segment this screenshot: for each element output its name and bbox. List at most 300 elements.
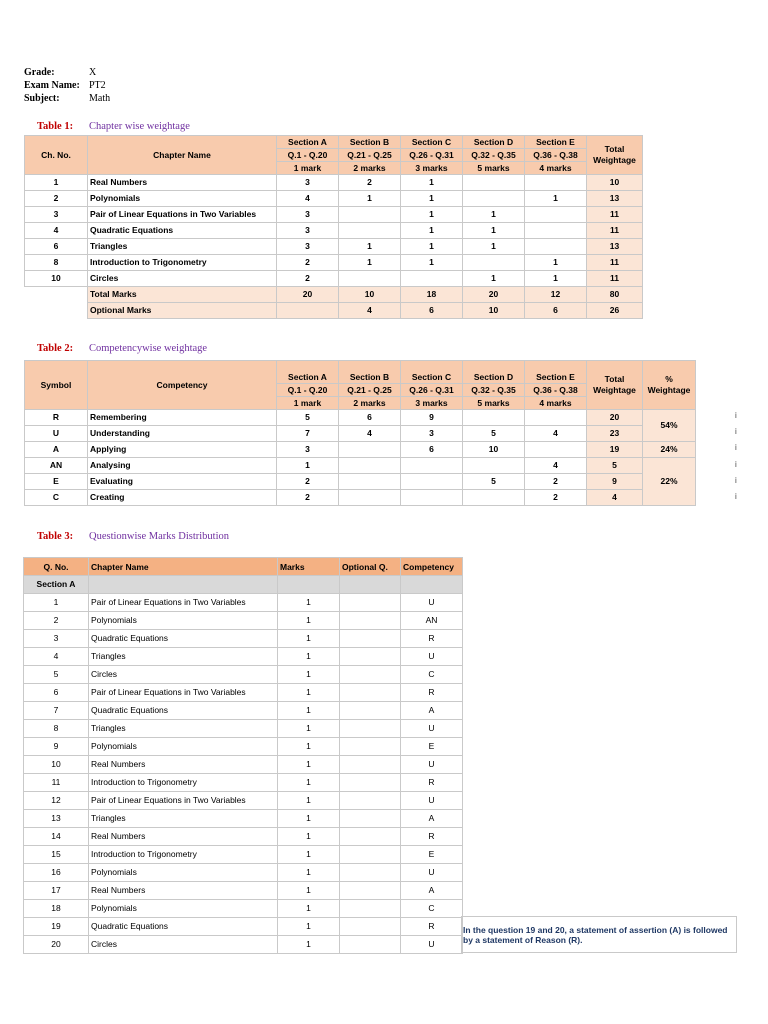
t1-header-range: Q.32 - Q.35 [463, 149, 525, 162]
competency-row [25, 458, 696, 474]
chapter-row [25, 191, 643, 207]
section-d-value: 5 [463, 474, 525, 490]
question-competency: E [401, 846, 463, 864]
total-weightage: 11 [587, 223, 643, 239]
question-marks: 1 [278, 612, 340, 630]
t2-header-marks: 2 marks [339, 397, 401, 410]
competency-row [25, 490, 696, 506]
t1-header-section: Section A [277, 136, 339, 149]
question-chapter: Triangles [89, 720, 278, 738]
total-weightage: 20 [587, 410, 643, 426]
section-c-count: 1 [401, 223, 463, 239]
section-d-count: 1 [463, 223, 525, 239]
question-row [24, 630, 463, 648]
chapter-name: Triangles [88, 239, 277, 255]
question-row [24, 810, 463, 828]
section-d-count: 1 [463, 271, 525, 287]
chapter-number: 8 [25, 255, 88, 271]
t2-header-section: Section D [463, 361, 525, 384]
question-marks: 1 [278, 756, 340, 774]
section-d-value: 20 [463, 287, 525, 303]
question-chapter: Introduction to Trigonometry [89, 774, 278, 792]
question-row [24, 936, 463, 954]
section-e-value: 2 [525, 474, 587, 490]
question-optional [340, 756, 401, 774]
section-d-count: 1 [463, 239, 525, 255]
section-c-value: 3 [401, 426, 463, 442]
question-number: 14 [24, 828, 89, 846]
question-marks: 1 [278, 684, 340, 702]
question-marks: 1 [278, 666, 340, 684]
question-marks: 1 [278, 738, 340, 756]
section-b-value: 4 [339, 303, 401, 319]
question-row [24, 594, 463, 612]
question-marks: 1 [278, 936, 340, 954]
table3-caption-title: Questionwise Marks Distribution [89, 531, 229, 542]
chapter-number: 3 [25, 207, 88, 223]
section-c-count: 1 [401, 255, 463, 271]
question-optional [340, 594, 401, 612]
chapter-name: Real Numbers [88, 175, 277, 191]
competency-symbol: U [25, 426, 88, 442]
question-row [24, 828, 463, 846]
question-number: 2 [24, 612, 89, 630]
question-number: 19 [24, 918, 89, 936]
section-c-count: 1 [401, 191, 463, 207]
question-number: 20 [24, 936, 89, 954]
section-d-value: 10 [463, 442, 525, 458]
question-number: 15 [24, 846, 89, 864]
grade-row [24, 66, 110, 79]
total-marks-row [25, 287, 643, 303]
t3-header-competency: Competency [401, 558, 463, 576]
chapter-row [25, 271, 643, 287]
t1-header-total: Total Weightage [587, 136, 643, 175]
t1-header-section: Section C [401, 136, 463, 149]
question-competency: R [401, 828, 463, 846]
question-marks: 1 [278, 720, 340, 738]
table1-caption-title: Chapter wise weightage [89, 121, 190, 132]
section-a-count: 3 [277, 223, 339, 239]
question-competency: E [401, 738, 463, 756]
section-c-value: 9 [401, 410, 463, 426]
question-marks: 1 [278, 828, 340, 846]
t1-header-marks: 1 mark [277, 162, 339, 175]
question-competency: U [401, 792, 463, 810]
chapter-weightage-table [24, 135, 643, 319]
competency-symbol: E [25, 474, 88, 490]
chapter-number: 2 [25, 191, 88, 207]
t2-header-section: Section A [277, 361, 339, 384]
question-number: 16 [24, 864, 89, 882]
exam-value: PT2 [89, 80, 106, 91]
t2-header-marks: 3 marks [401, 397, 463, 410]
section-a-value: 20 [277, 287, 339, 303]
question-number: 3 [24, 630, 89, 648]
section-c-count: 1 [401, 207, 463, 223]
question-optional [340, 810, 401, 828]
section-a-count: 3 [277, 239, 339, 255]
t2-header-competency: Competency [88, 361, 277, 410]
question-competency: U [401, 756, 463, 774]
question-number: 6 [24, 684, 89, 702]
question-optional [340, 846, 401, 864]
section-d-value [463, 458, 525, 474]
competency-symbol: C [25, 490, 88, 506]
subject-row [24, 92, 110, 105]
question-chapter: Introduction to Trigonometry [89, 846, 278, 864]
margin-mark: i [735, 427, 737, 437]
t1-header-marks: 5 marks [463, 162, 525, 175]
question-competency: C [401, 900, 463, 918]
margin-mark: i [735, 492, 737, 501]
competency-name: Applying [88, 442, 277, 458]
question-row [24, 702, 463, 720]
question-marks: 1 [278, 882, 340, 900]
question-marks: 1 [278, 648, 340, 666]
total-weightage: 11 [587, 207, 643, 223]
t3-header-optional: Optional Q. [340, 558, 401, 576]
question-chapter: Pair of Linear Equations in Two Variables [89, 594, 278, 612]
total-value: 26 [587, 303, 643, 319]
section-e-value [525, 442, 587, 458]
section-e-count: 1 [525, 191, 587, 207]
chapter-row [25, 255, 643, 271]
question-marks: 1 [278, 918, 340, 936]
section-e-count: 1 [525, 271, 587, 287]
question-competency: R [401, 918, 463, 936]
question-optional [340, 648, 401, 666]
section-e-count [525, 223, 587, 239]
section-b-count: 2 [339, 175, 401, 191]
chapter-name: Pair of Linear Equations in Two Variables [88, 207, 277, 223]
question-optional [340, 918, 401, 936]
section-a-value: 7 [277, 426, 339, 442]
question-optional [340, 630, 401, 648]
t1-header-range: Q.21 - Q.25 [339, 149, 401, 162]
total-weightage: 13 [587, 191, 643, 207]
question-competency: R [401, 684, 463, 702]
t1-header-marks: 2 marks [339, 162, 401, 175]
section-c-count: 1 [401, 239, 463, 255]
question-competency: R [401, 774, 463, 792]
percent-weightage: 22% [643, 458, 696, 506]
section-b-value [339, 490, 401, 506]
question-competency: U [401, 648, 463, 666]
chapter-row [25, 239, 643, 255]
table1-caption-number: Table 1: [37, 121, 74, 132]
chapter-name: Quadratic Equations [88, 223, 277, 239]
question-row [24, 738, 463, 756]
section-c-count [401, 271, 463, 287]
questionwise-table [23, 557, 463, 954]
table3-caption-number: Table 3: [37, 531, 74, 542]
question-number: 18 [24, 900, 89, 918]
t2-header-marks: 5 marks [463, 397, 525, 410]
question-row [24, 918, 463, 936]
question-marks: 1 [278, 774, 340, 792]
chapter-number: 10 [25, 271, 88, 287]
table1-caption [37, 121, 190, 132]
t1-header-chno: Ch. No. [25, 136, 88, 175]
question-marks: 1 [278, 864, 340, 882]
t1-header-section: Section D [463, 136, 525, 149]
question-optional [340, 702, 401, 720]
question-chapter: Polynomials [89, 864, 278, 882]
t2-header-total: Total Weightage [587, 361, 643, 410]
section-d-value: 5 [463, 426, 525, 442]
question-competency: A [401, 810, 463, 828]
question-chapter: Circles [89, 666, 278, 684]
total-value: 80 [587, 287, 643, 303]
question-row [24, 774, 463, 792]
competency-name: Remembering [88, 410, 277, 426]
chapter-name: Introduction to Trigonometry [88, 255, 277, 271]
question-number: 13 [24, 810, 89, 828]
competency-name: Understanding [88, 426, 277, 442]
question-optional [340, 900, 401, 918]
question-chapter: Polynomials [89, 900, 278, 918]
chapter-row [25, 223, 643, 239]
question-number: 5 [24, 666, 89, 684]
total-marks-label: Total Marks [88, 287, 277, 303]
section-a-count: 2 [277, 271, 339, 287]
section-b-count: 1 [339, 191, 401, 207]
question-number: 11 [24, 774, 89, 792]
t3-header-chapter: Chapter Name [89, 558, 278, 576]
section-d-count [463, 175, 525, 191]
question-row [24, 756, 463, 774]
t3-header-qno: Q. No. [24, 558, 89, 576]
section-b-count [339, 271, 401, 287]
question-marks: 1 [278, 630, 340, 648]
total-weightage: 10 [587, 175, 643, 191]
question-number: 10 [24, 756, 89, 774]
question-optional [340, 684, 401, 702]
question-optional [340, 774, 401, 792]
section-e-value: 4 [525, 458, 587, 474]
question-marks: 1 [278, 594, 340, 612]
total-weightage: 4 [587, 490, 643, 506]
section-e-count [525, 175, 587, 191]
t2-header-symbol: Symbol [25, 361, 88, 410]
question-marks: 1 [278, 702, 340, 720]
t1-header-marks: 4 marks [525, 162, 587, 175]
section-a-count: 2 [277, 255, 339, 271]
total-weightage: 11 [587, 271, 643, 287]
chapter-number: 6 [25, 239, 88, 255]
section-a-value: 2 [277, 490, 339, 506]
question-row [24, 900, 463, 918]
question-optional [340, 792, 401, 810]
question-row [24, 648, 463, 666]
question-chapter: Quadratic Equations [89, 630, 278, 648]
competency-name: Analysing [88, 458, 277, 474]
section-c-value: 18 [401, 287, 463, 303]
t1-header-chapter: Chapter Name [88, 136, 277, 175]
question-row [24, 882, 463, 900]
question-number: 7 [24, 702, 89, 720]
competency-weightage-table [24, 360, 696, 506]
question-chapter: Polynomials [89, 612, 278, 630]
section-a-value: 3 [277, 442, 339, 458]
section-c-value: 6 [401, 303, 463, 319]
table2-caption-number: Table 2: [37, 343, 74, 354]
section-c-value [401, 490, 463, 506]
section-a-value: 5 [277, 410, 339, 426]
section-b-value [339, 474, 401, 490]
question-row [24, 720, 463, 738]
question-number: 4 [24, 648, 89, 666]
section-c-value: 6 [401, 442, 463, 458]
competency-symbol: AN [25, 458, 88, 474]
table2-caption-title: Competencywise weightage [89, 343, 208, 354]
question-chapter: Real Numbers [89, 756, 278, 774]
question-number: 9 [24, 738, 89, 756]
section-b-count: 1 [339, 255, 401, 271]
question-optional [340, 612, 401, 630]
subject-value: Math [89, 93, 111, 104]
section-b-value [339, 442, 401, 458]
competency-name: Creating [88, 490, 277, 506]
question-chapter: Pair of Linear Equations in Two Variables [89, 792, 278, 810]
section-b-count [339, 223, 401, 239]
competency-row [25, 426, 696, 442]
chapter-number: 4 [25, 223, 88, 239]
t2-header-marks: 4 marks [525, 397, 587, 410]
t1-header-range: Q.36 - Q.38 [525, 149, 587, 162]
section-a-count: 4 [277, 191, 339, 207]
percent-weightage: 24% [643, 442, 696, 458]
question-competency: C [401, 666, 463, 684]
t2-header-range: Q.21 - Q.25 [339, 384, 401, 397]
question-number: 8 [24, 720, 89, 738]
margin-mark: i [735, 459, 737, 469]
section-a-value: 1 [277, 458, 339, 474]
section-b-count [339, 207, 401, 223]
exam-meta [24, 66, 110, 105]
total-weightage: 23 [587, 426, 643, 442]
section-b-value: 10 [339, 287, 401, 303]
t1-header-range: Q.1 - Q.20 [277, 149, 339, 162]
chapter-row [25, 175, 643, 191]
question-chapter: Real Numbers [89, 828, 278, 846]
margin-mark: i [735, 475, 737, 485]
question-row [24, 684, 463, 702]
question-number: 1 [24, 594, 89, 612]
question-marks: 1 [278, 792, 340, 810]
question-optional [340, 828, 401, 846]
section-e-count [525, 207, 587, 223]
section-b-value [339, 458, 401, 474]
margin-mark: i [735, 411, 737, 420]
question-optional [340, 720, 401, 738]
question-chapter: Real Numbers [89, 882, 278, 900]
question-chapter: Triangles [89, 648, 278, 666]
t1-header-range: Q.26 - Q.31 [401, 149, 463, 162]
competency-row [25, 474, 696, 490]
table2-caption [37, 343, 207, 354]
question-marks: 1 [278, 846, 340, 864]
optional-marks-label: Optional Marks [88, 303, 277, 319]
t1-header-section: Section E [525, 136, 587, 149]
question-row [24, 792, 463, 810]
t2-header-range: Q.32 - Q.35 [463, 384, 525, 397]
section-e-value: 6 [525, 303, 587, 319]
question-competency: A [401, 882, 463, 900]
question-competency: R [401, 630, 463, 648]
grade-value: X [89, 67, 97, 78]
section-b-value: 4 [339, 426, 401, 442]
question-competency: U [401, 936, 463, 954]
total-weightage: 13 [587, 239, 643, 255]
question-chapter: Quadratic Equations [89, 918, 278, 936]
t3-header-marks: Marks [278, 558, 340, 576]
t2-header-marks: 1 mark [277, 397, 339, 410]
question-number: 12 [24, 792, 89, 810]
section-d-value: 10 [463, 303, 525, 319]
section-c-value [401, 458, 463, 474]
margin-mark: i [735, 443, 737, 453]
total-weightage: 9 [587, 474, 643, 490]
question-chapter: Triangles [89, 810, 278, 828]
competency-row [25, 442, 696, 458]
section-row [24, 576, 463, 594]
t2-header-range: Q.26 - Q.31 [401, 384, 463, 397]
total-weightage: 5 [587, 458, 643, 474]
competency-row [25, 410, 696, 426]
t2-header-section: Section E [525, 361, 587, 384]
section-d-count: 1 [463, 207, 525, 223]
assertion-reason-note: In the question 19 and 20, a statement of assertion (A) is followed by a statement of Reason (R). [461, 916, 737, 953]
t1-header-section: Section B [339, 136, 401, 149]
section-c-value [401, 474, 463, 490]
question-optional [340, 882, 401, 900]
question-number: 17 [24, 882, 89, 900]
question-competency: U [401, 864, 463, 882]
section-e-value: 12 [525, 287, 587, 303]
question-row [24, 864, 463, 882]
exam-label: Exam Name: [24, 80, 80, 91]
competency-name: Evaluating [88, 474, 277, 490]
question-row [24, 612, 463, 630]
section-e-count [525, 239, 587, 255]
grade-label: Grade: [24, 67, 55, 78]
question-competency: U [401, 594, 463, 612]
question-competency: U [401, 720, 463, 738]
question-chapter: Polynomials [89, 738, 278, 756]
table3-caption [37, 531, 229, 542]
section-c-count: 1 [401, 175, 463, 191]
question-chapter: Pair of Linear Equations in Two Variables [89, 684, 278, 702]
section-b-count: 1 [339, 239, 401, 255]
section-a-count: 3 [277, 175, 339, 191]
section-d-count [463, 191, 525, 207]
question-chapter: Circles [89, 936, 278, 954]
question-optional [340, 936, 401, 954]
competency-symbol: A [25, 442, 88, 458]
total-weightage: 19 [587, 442, 643, 458]
section-b-value: 6 [339, 410, 401, 426]
t1-header-marks: 3 marks [401, 162, 463, 175]
exam-row [24, 79, 110, 92]
t2-header-section: Section B [339, 361, 401, 384]
question-competency: A [401, 702, 463, 720]
question-chapter: Quadratic Equations [89, 702, 278, 720]
section-a-value: 2 [277, 474, 339, 490]
section-d-value [463, 490, 525, 506]
question-optional [340, 738, 401, 756]
